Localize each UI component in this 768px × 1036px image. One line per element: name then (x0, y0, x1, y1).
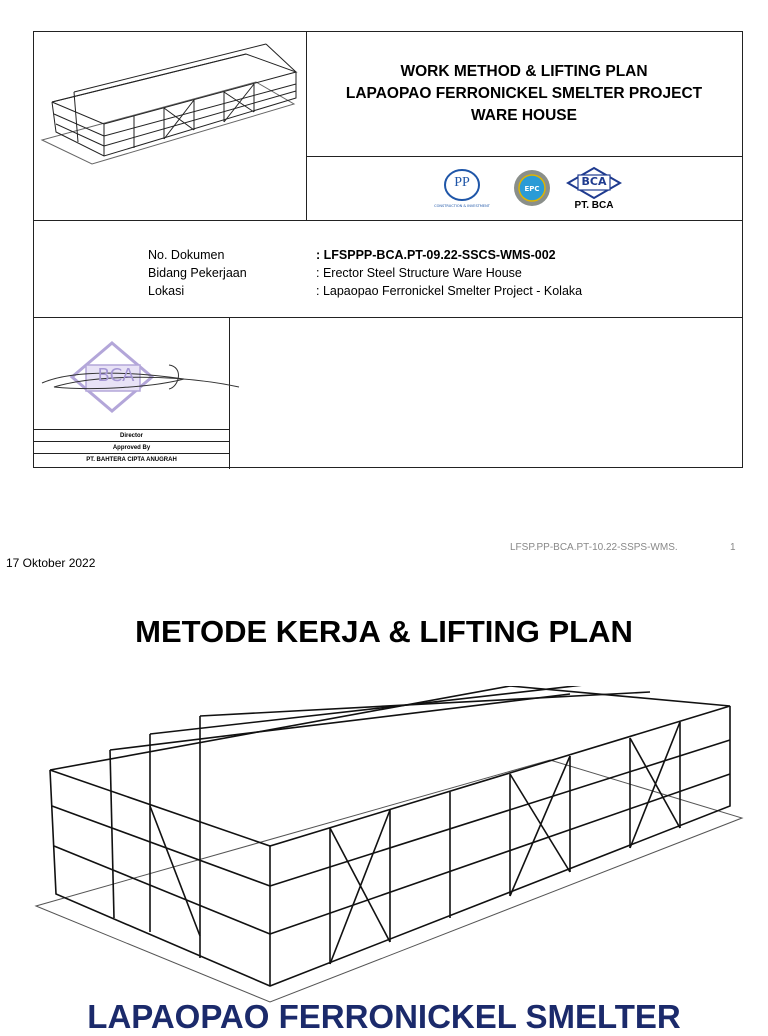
meta-label: No. Dokumen (148, 248, 225, 262)
signature-role: Director (34, 429, 229, 442)
pp-logo-caption: CONSTRUCTION & INVESTMENT (434, 204, 490, 208)
epc-logo-text: EPC (524, 185, 540, 193)
meta-value: : Lapaopao Ferronickel Smelter Project - Kolaka (316, 284, 583, 298)
warehouse-structure-drawing (30, 686, 746, 1008)
bca-logo-text: BCA (581, 174, 607, 188)
cover-title-line: WARE HOUSE (471, 107, 577, 124)
page-number: 1 (730, 542, 736, 553)
stamp-text: BCA (97, 365, 135, 386)
slide-heading: METODE KERJA & LIFTING PLAN (135, 614, 633, 649)
meta-value: : Erector Steel Structure Ware House (316, 266, 522, 280)
cover-title-line: WORK METHOD & LIFTING PLAN (400, 63, 648, 80)
warehouse-thumbnail (34, 32, 307, 220)
document-date: 17 Oktober 2022 (6, 556, 96, 570)
cover-header-row (34, 32, 742, 221)
cover-title (306, 32, 742, 157)
epc-logo (512, 168, 552, 208)
signature-company: PT. BAHTERA CIPTA ANUGRAH (34, 453, 229, 469)
meta-label: Lokasi (148, 284, 185, 298)
pp-logo-text: PP (454, 175, 470, 190)
bca-logo (566, 166, 622, 211)
signature-block (34, 317, 230, 469)
signature-approved-by: Approved By (34, 441, 229, 454)
footer-doc-ref: LFSP.PP-BCA.PT-10.22-SSPS-WMS. (510, 542, 678, 553)
approval-section (34, 317, 742, 469)
document-info (34, 220, 742, 318)
cover-page-frame (33, 31, 743, 468)
bca-logo-caption: PT. BCA (574, 199, 614, 211)
slide-subheading: LAPAOPAO FERRONICKEL SMELTER (87, 998, 681, 1035)
pp-logo (426, 168, 498, 208)
meta-value: : LFSPPP-BCA.PT-09.22-SSCS-WMS-002 (316, 248, 556, 262)
meta-label: Bidang Pekerjaan (148, 266, 247, 280)
company-logos (306, 156, 742, 220)
cover-title-line: LAPAOPAO FERRONICKEL SMELTER PROJECT (345, 85, 703, 102)
